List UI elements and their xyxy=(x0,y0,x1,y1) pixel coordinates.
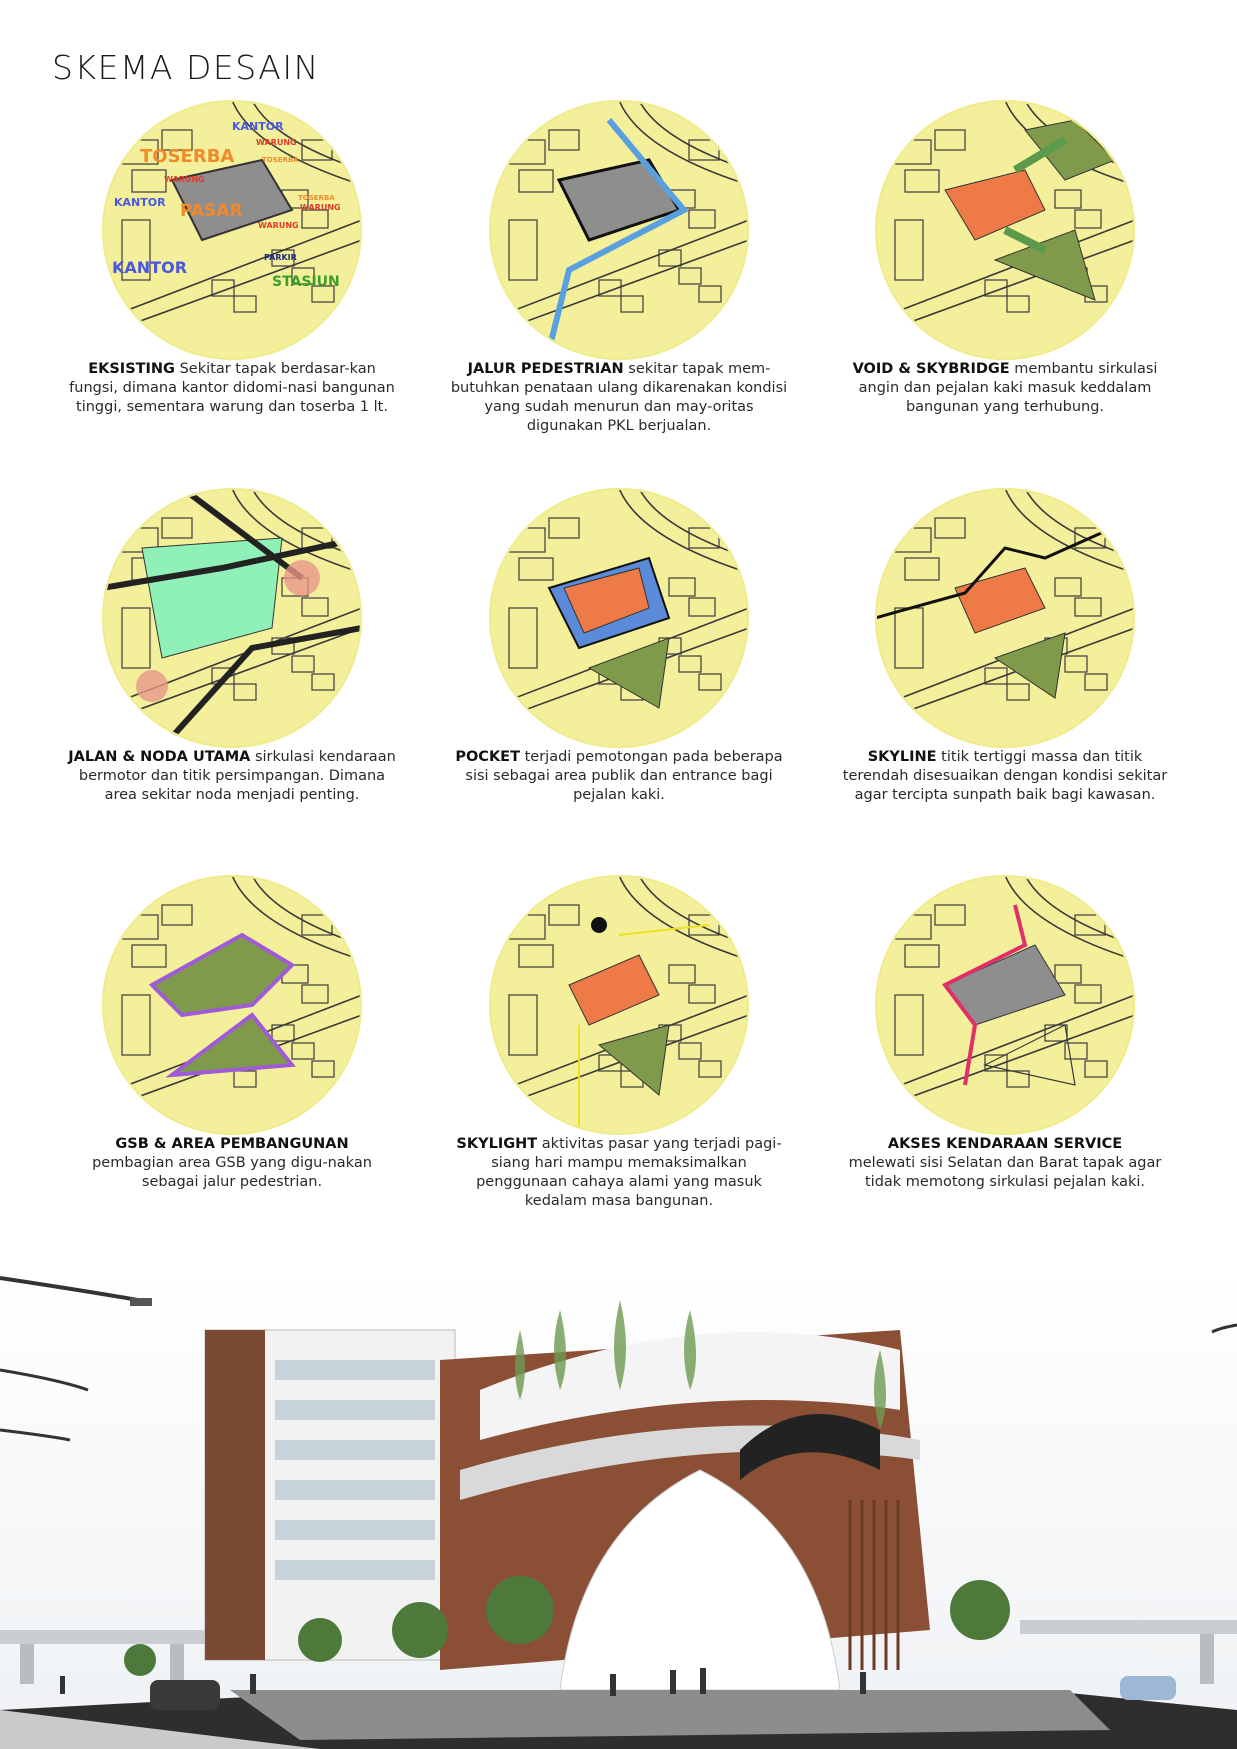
caption-eksisting xyxy=(62,360,402,417)
diagram-gsb xyxy=(102,875,362,1135)
diagram-skyline xyxy=(875,488,1135,748)
label-toserba: TOSERBA xyxy=(262,156,299,164)
caption-text: aktivitas pasar yang terjadi pagi-siang hari mampu memaksimalkan penggunaan cahaya alami yang masuk kedalam masa bangunan. xyxy=(476,1136,782,1209)
panel-skylight xyxy=(449,875,789,1235)
caption-text: sirkulasi kendaraan bermotor dan titik persimpangan. Dimana area sekitar noda menjadi penting. xyxy=(78,749,396,803)
panel-gsb xyxy=(62,875,402,1235)
caption-skyline xyxy=(835,748,1175,805)
caption-text: Sekitar tapak berdasar-kan fungsi, dimana kantor didomi-nasi bangunan tinggi, sementara warung dan toserba 1 lt. xyxy=(69,361,395,415)
caption-jalan-noda xyxy=(62,748,402,805)
label-parkir: PARKIR xyxy=(264,253,297,262)
label-toserba: TOSERBA xyxy=(298,194,335,202)
diagram-skylight xyxy=(489,875,749,1135)
diagram-pocket xyxy=(489,488,749,748)
caption-title: SKYLIGHT xyxy=(456,1136,538,1152)
label-kantor: KANTOR xyxy=(112,258,188,277)
label-warung: WARUNG xyxy=(258,221,299,230)
perspective-render xyxy=(0,1270,1237,1749)
caption-text: sekitar tapak mem-butuhkan penataan ulang dikarenakan kondisi yang sudah menurun dan may-oritas digunakan PKL berjualan. xyxy=(450,361,788,434)
caption-title: EKSISTING xyxy=(88,361,175,377)
caption-text: titik tertiggi massa dan titik terendah disesuaikan dengan kondisi sekitar agar tercipta sunpath baik bagi kawasan. xyxy=(842,749,1168,803)
diagram-jalur-pedestrian xyxy=(489,100,749,360)
panel-akses-service xyxy=(835,875,1175,1235)
node-circle xyxy=(136,670,168,702)
label-warung: WARUNG xyxy=(300,203,341,212)
caption-title: JALAN & NODA UTAMA xyxy=(68,749,251,765)
label-toserba: TOSERBA xyxy=(140,146,235,167)
label-stasiun: STASIUN xyxy=(272,274,340,290)
caption-title: AKSES KENDARAAN SERVICE xyxy=(887,1136,1123,1152)
caption-pocket xyxy=(449,748,789,805)
caption-title: VOID & SKYBRIDGE xyxy=(852,361,1010,377)
panel-void-skybridge xyxy=(835,100,1175,460)
caption-text: terjadi pemotongan pada beberapa sisi sebagai area publik dan entrance bagi pejalan kaki. xyxy=(465,749,783,803)
caption-void-skybridge xyxy=(835,360,1175,417)
panel-skyline xyxy=(835,488,1175,848)
panel-jalan-noda xyxy=(62,488,402,848)
label-warung: WARUNG xyxy=(164,175,205,184)
diagram-void-skybridge xyxy=(875,100,1135,360)
panel-jalur-pedestrian xyxy=(449,100,789,460)
caption-akses-service xyxy=(835,1135,1175,1192)
page-title: SKEMA DESAIN xyxy=(52,48,320,87)
caption-title: JALUR PEDESTRIAN xyxy=(467,361,624,377)
caption-jalur-pedestrian xyxy=(449,360,789,436)
node-circle xyxy=(284,560,320,596)
panel-eksisting xyxy=(62,100,402,460)
caption-text: membantu sirkulasi angin dan pejalan kaki masuk keddalam bangunan yang terhubung. xyxy=(858,361,1158,415)
caption-title: POCKET xyxy=(455,749,520,765)
label-warung: WARUNG xyxy=(256,138,297,147)
sun-icon xyxy=(591,917,607,933)
diagram-jalan-noda xyxy=(102,488,362,748)
caption-skylight xyxy=(449,1135,789,1211)
caption-title: GSB & AREA PEMBANGUNAN xyxy=(115,1136,349,1152)
label-pasar: PASAR xyxy=(180,201,243,221)
caption-text: melewati sisi Selatan dan Barat tapak agar tidak memotong sirkulasi pejalan kaki. xyxy=(848,1155,1162,1190)
panel-pocket xyxy=(449,488,789,848)
caption-gsb xyxy=(62,1135,402,1192)
label-kantor: KANTOR xyxy=(114,196,166,209)
diagram-eksisting xyxy=(102,100,362,360)
label-kantor: KANTOR xyxy=(232,120,284,133)
caption-title: SKYLINE xyxy=(867,749,937,765)
diagram-akses-service xyxy=(875,875,1135,1135)
caption-text: pembagian area GSB yang digu-nakan sebagai jalur pedestrian. xyxy=(92,1155,372,1190)
